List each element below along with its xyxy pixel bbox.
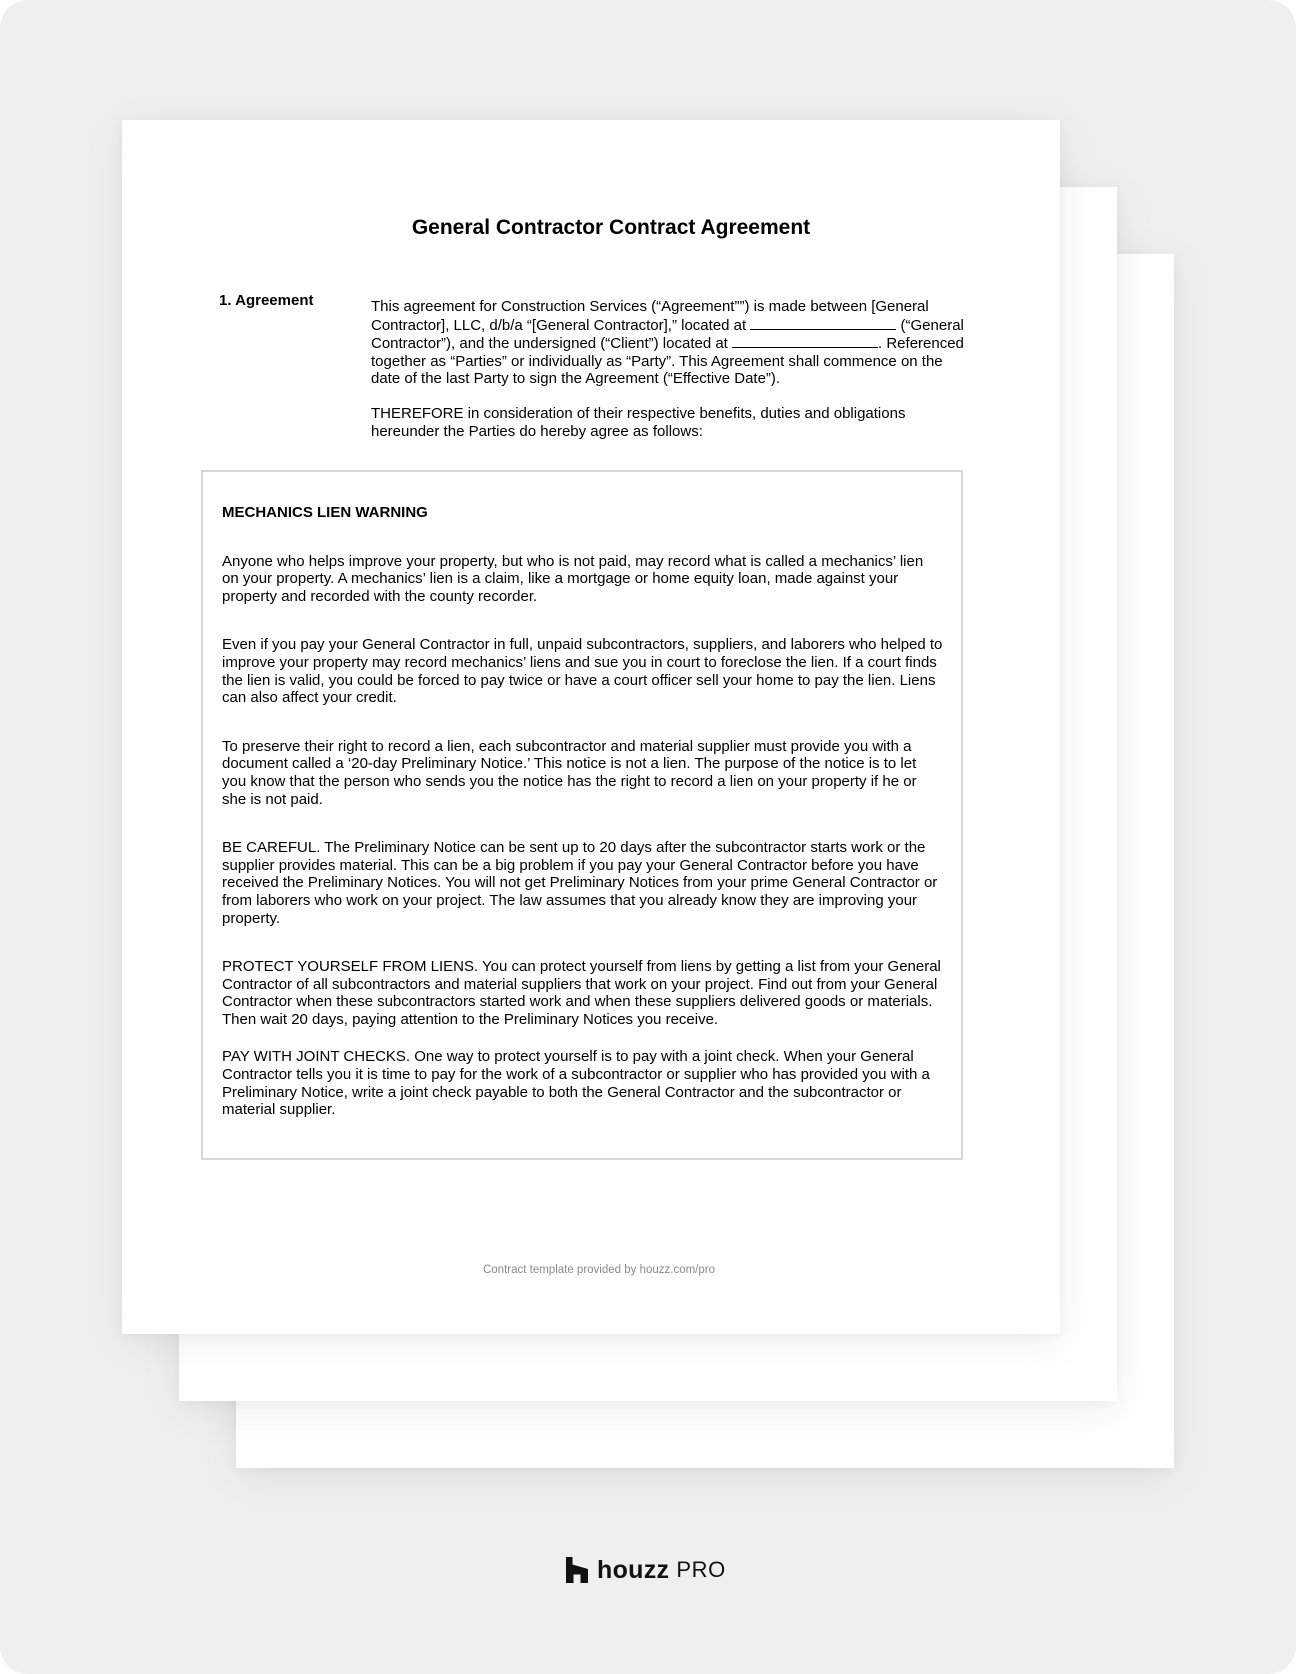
client-address-blank — [732, 334, 878, 348]
agreement-p1-part2: (“General Contractor”), and the undersigned (“Client”) located at — [371, 316, 964, 353]
agreement-p1-part1: This agreement for Construction Services (“Agreement””) is made between [General Contractor], LLC, d/b/a “[General Contractor],” located at — [371, 298, 929, 334]
lien-warning-heading: MECHANICS LIEN WARNING — [222, 504, 428, 521]
document-title: General Contractor Contract Agreement — [411, 216, 811, 239]
template-credit-footer: Contract template provided by houzz.com/pro — [482, 1264, 716, 1276]
lien-paragraph: PROTECT YOURSELF FROM LIENS. You can protect yourself from liens by getting a list from your General Contractor of all subcontractors and material suppliers that work on your project. Find out from your General Contractor when these subcontractors started work and when these suppliers delivered goods or materials. Then wait 20 days, paying attention to the Preliminary Notices you receive. — [222, 958, 941, 1028]
brand-name: houzz — [597, 1556, 670, 1584]
houzz-logo-icon — [566, 1557, 588, 1583]
section-heading-agreement: 1. Agreement — [219, 292, 314, 309]
mechanics-lien-warning-box — [201, 470, 963, 1160]
houzz-pro-brand — [566, 1556, 726, 1584]
agreement-p1-part3: . Referenced together as “Parties” or individually as “Party”. This Agreement shall commence on the date of the last Party to sign the Agreement (“Effective Date”). — [371, 335, 964, 388]
lien-paragraph: Even if you pay your General Contractor in full, unpaid subcontractors, suppliers, and laborers who helped to improve your property may record mechanics’ liens and sue you in court to foreclose the lien. If a court finds the lien is valid, you could be forced to pay twice or have a court officer sell your home to pay the lien. Liens can also affect your credit. — [222, 636, 943, 707]
agreement-paragraph-2: THEREFORE in consideration of their respective benefits, duties and obligations hereunder the Parties do hereby agree as follows: — [371, 404, 906, 440]
lien-paragraph: BE CAREFUL. The Preliminary Notice can be sent up to 20 days after the subcontractor starts work or the supplier provides material. This can be a big problem if you pay your General Contractor before you have received the Preliminary Notices. You will not get Preliminary Notices from your prime General Contractor or from laborers who work on your project. The law assumes that you already know they are improving your property. — [222, 839, 938, 927]
contractor-address-blank — [750, 316, 896, 330]
lien-paragraph: To preserve their right to record a lien, each subcontractor and material supplier must provide you with a document called a ‘20-day Preliminary Notice.’ This notice is not a lien. The purpose of the notice is to let you know that the person who sends you the notice has the right to record a lien on your property if he or she is not paid. — [222, 737, 917, 808]
document-page — [122, 120, 1060, 1334]
agreement-paragraph-1 — [371, 298, 971, 388]
agreement-text — [371, 298, 971, 457]
brand-suffix: PRO — [676, 1557, 726, 1582]
lien-paragraph: Anyone who helps improve your property, but who is not paid, may record what is called a mechanics’ lien on your property. A mechanics’ lien is a claim, like a mortgage or home equity loan, made against your property and recorded with the county recorder. — [222, 552, 924, 605]
lien-paragraph: PAY WITH JOINT CHECKS. One way to protect yourself is to pay with a joint check. When your General Contractor tells you it is time to pay for the work of a subcontractor or supplier who has provided you with a Preliminary Notice, write a joint check payable to both the General Contractor and the subcontractor or material supplier. — [222, 1048, 930, 1119]
